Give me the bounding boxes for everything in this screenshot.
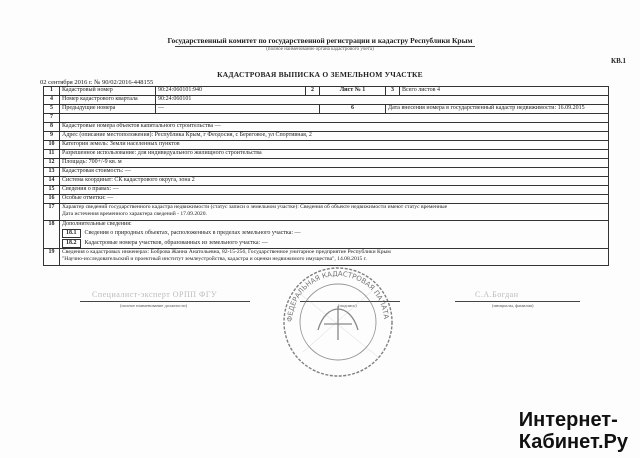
name-caption: (инициалы, фамилия)	[492, 303, 534, 308]
area-value: 700+/-9 кв. м	[88, 159, 122, 165]
record-status-text: Характер сведений государственного кадастра недвижимости (статус записи о земельном участке): Сведения об объекте недвижимости имеют статус временные	[62, 204, 448, 210]
table-row	[44, 195, 609, 204]
watermark-line2: Кабинет.Ру	[518, 431, 628, 453]
row-number: 7	[44, 114, 60, 123]
address-label: Адрес (описание местоположения):	[62, 132, 154, 138]
record-status-expiry: Дата истечения временного характера сведений - 17.09.2020.	[62, 211, 207, 217]
cadastral-value	[60, 168, 609, 177]
cadastral-value-value: —	[124, 168, 131, 174]
row-number: 2	[306, 87, 320, 96]
row-number: 10	[44, 141, 60, 150]
table-row	[44, 114, 609, 123]
row-number: 15	[44, 186, 60, 195]
row-number: 4	[44, 96, 60, 105]
row-number: 16	[44, 195, 60, 204]
table-row	[44, 141, 609, 150]
area	[60, 159, 609, 168]
sub-row-number: 18.1	[62, 229, 81, 238]
record-status	[60, 204, 609, 221]
address	[60, 132, 609, 141]
agency-name: Государственный комитет по государственной регистрации и кадастру Республики Крым	[167, 36, 473, 45]
table-row	[44, 132, 609, 141]
special-notes	[60, 195, 609, 204]
position-caption: (полное наименование должности)	[120, 303, 187, 308]
sub-row-number: 18.2	[62, 239, 81, 248]
permitted-use-value: для индивидуального жилищного строительства	[137, 150, 262, 156]
special-notes-label: Особые отметки:	[62, 195, 106, 201]
area-label: Площадь:	[62, 159, 88, 165]
capital-objects	[60, 123, 609, 132]
derived-plots-label: Кадастровые номера участков, образованных из земельного участка:	[84, 240, 261, 246]
land-category	[60, 141, 609, 150]
official-seal	[278, 262, 398, 382]
total-sheets	[400, 87, 609, 96]
table-row	[44, 177, 609, 186]
row-number: 6	[320, 105, 386, 114]
quarter-label: Номер кадастрового квартала	[60, 96, 156, 105]
permitted-use-label: Разрешенное использование:	[62, 150, 137, 156]
table-row	[44, 105, 609, 114]
row-number: 1	[44, 87, 60, 96]
position-line	[80, 301, 250, 302]
table-row	[44, 123, 609, 132]
extract-table	[43, 86, 609, 266]
document-title: КАДАСТРОВАЯ ВЫПИСКА О ЗЕМЕЛЬНОМ УЧАСТКЕ	[217, 70, 423, 79]
registration-date	[386, 105, 609, 114]
registration-date-label: Дата внесения номера в государственный кадастр недвижимости:	[388, 105, 557, 111]
document-date-number: 02 сентября 2016 г. № 90/02/2016-448155	[40, 79, 154, 86]
cadastral-number-value: 90:24:060101:940	[156, 87, 306, 96]
row-number: 17	[44, 204, 60, 221]
rights-info-value: —	[112, 186, 119, 192]
additional-info	[60, 221, 609, 249]
cadastral-number-label: Кадастровый номер	[60, 87, 156, 96]
row-number: 5	[44, 105, 60, 114]
total-sheets-label: Всего листов	[402, 87, 436, 93]
coordinate-system-value: СК кадастрового округа, зона 2	[114, 177, 195, 183]
sheet-number: Лист № 1	[320, 87, 386, 96]
rights-info	[60, 186, 609, 195]
row-number: 8	[44, 123, 60, 132]
table-row	[44, 186, 609, 195]
cadastral-engineer-line1: Сведения о кадастровых инженерах: Боброва Жанна Анатольевна, 82-15-256, Государственное унитарное предприятие Республики Крым	[62, 249, 391, 255]
special-notes-value: —	[107, 195, 114, 201]
capital-objects-label: Кадастровые номера объектов капитального строительства	[62, 123, 214, 129]
additional-info-sub1	[62, 229, 606, 238]
row-number: 12	[44, 159, 60, 168]
address-value: Республика Крым, г Феодосия, с Береговое, ул Спортивная, 2	[154, 132, 312, 138]
table-row	[44, 168, 609, 177]
row-number: 14	[44, 177, 60, 186]
derived-plots-value: —	[261, 240, 268, 246]
capital-objects-value: —	[214, 123, 221, 129]
seal-text: ФЕДЕРАЛЬНАЯ КАДАСТРОВАЯ ПАЛАТА	[285, 269, 390, 323]
quarter-value: 90:24:060101	[156, 96, 609, 105]
table-row	[44, 221, 609, 249]
signer-position: Специалист-эксперт ОРПП ФГУ	[92, 290, 218, 299]
signer-name: С.А.Богдан	[475, 290, 519, 299]
signature-caption: (подпись)	[338, 303, 357, 308]
table-row	[44, 204, 609, 221]
agency-caption: (полное наименование органа кадастрового учета)	[266, 47, 374, 52]
rights-info-label: Сведения о правах:	[62, 186, 112, 192]
additional-info-label: Дополнительные сведения:	[62, 221, 132, 227]
previous-numbers-label: Предыдущие номера	[60, 105, 156, 114]
coordinate-system	[60, 177, 609, 186]
cadastral-engineer-line2: "Научно-исследовательский и проектный институт землеустройства, кадастра и оценки недвижимого имущества", 14.08.2015 г.	[62, 256, 367, 262]
row-number: 18	[44, 221, 60, 249]
table-row	[44, 150, 609, 159]
permitted-use	[60, 150, 609, 159]
form-code: КВ.1	[611, 57, 626, 65]
cadastral-value-label: Кадастровая стоимость:	[62, 168, 124, 174]
row-number: 9	[44, 132, 60, 141]
land-category-value: Земли населенных пунктов	[109, 141, 180, 147]
row-number: 11	[44, 150, 60, 159]
table-row	[44, 87, 609, 96]
table-row	[44, 159, 609, 168]
watermark-line1: Интернет-	[518, 409, 618, 431]
watermark	[519, 409, 628, 453]
row-empty	[60, 114, 609, 123]
previous-numbers-value: —	[156, 105, 320, 114]
coordinate-system-label: Система координат:	[62, 177, 113, 183]
additional-info-sub2	[62, 239, 606, 248]
total-sheets-value: 4	[436, 87, 440, 93]
table-row	[44, 96, 609, 105]
row-number: 13	[44, 168, 60, 177]
registration-date-value: 16.09.2015	[557, 105, 585, 111]
natural-objects-value: —	[294, 230, 301, 236]
natural-objects-label: Сведения о природных объектах, расположенных в пределах земельного участка:	[84, 230, 294, 236]
row-number: 19	[44, 249, 60, 266]
land-category-label: Категория земель:	[62, 141, 109, 147]
name-line	[455, 301, 580, 302]
row-number: 3	[386, 87, 400, 96]
